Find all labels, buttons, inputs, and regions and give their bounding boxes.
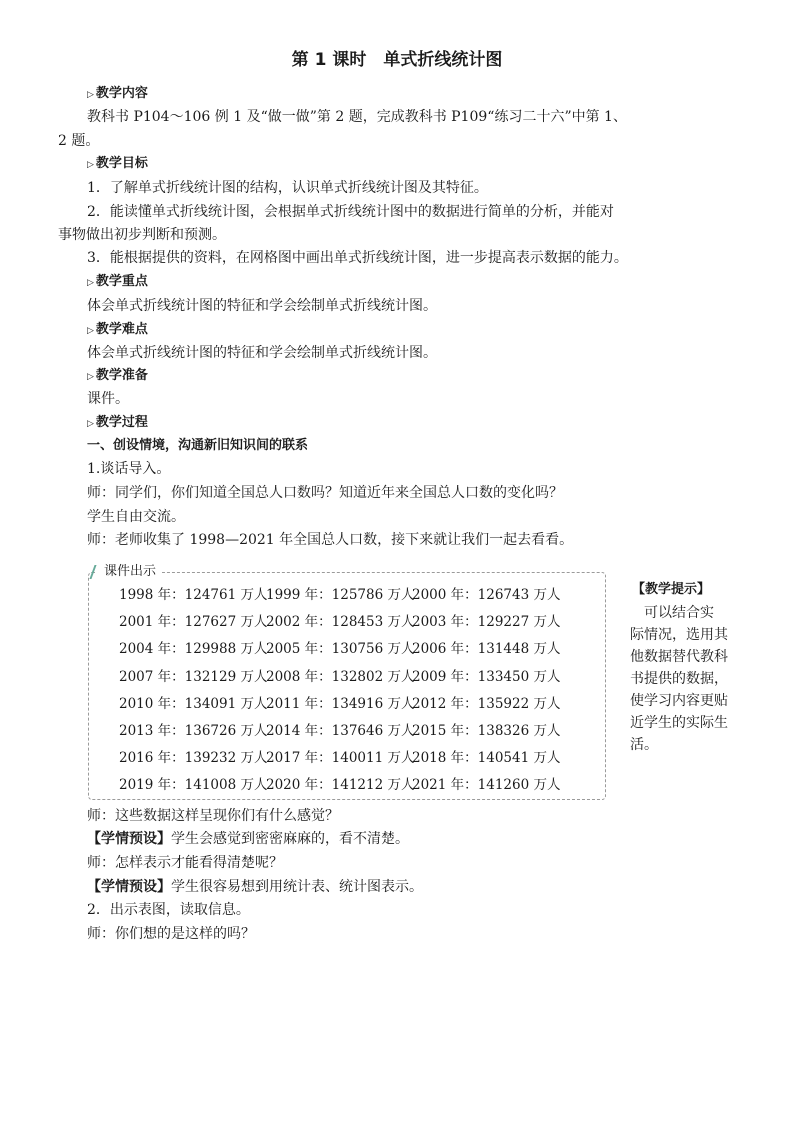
year-population-cell: 2000 年：126743 万人 (412, 587, 561, 603)
tip-line: 可以结合实 (630, 605, 714, 621)
teacher-line-3: 师：这些数据这样呈现你们有什么感觉？ (87, 808, 339, 824)
prediction-1: 【学情预设】学生会感觉到密密麻麻的，看不清楚。 (87, 831, 409, 847)
section-heading-difficulty: ▷ 教学难点 (87, 322, 148, 337)
tip-line: 近学生的实际生 (630, 715, 728, 731)
year-population-cell: 2007 年：132129 万人 (119, 668, 268, 685)
step-1-1: 1.谈话导入。 (87, 461, 171, 477)
year-population-cell: 1998 年：124761 万人 (119, 587, 268, 603)
year-population-cell: 2017 年：140011 万人 (266, 750, 415, 767)
teaching-tip-body (630, 602, 728, 756)
step-2: 2．出示表图，读取信息。 (87, 902, 250, 918)
student-line-1: 学生自由交流。 (87, 509, 185, 525)
year-population-cell: 2015 年：138326 万人 (412, 723, 561, 739)
triangle-bullet-icon: ▷ (87, 372, 94, 382)
prediction-tag: 【学情预设】 (87, 831, 171, 847)
prediction-2: 【学情预设】学生很容易想到用统计表、统计图表示。 (87, 879, 423, 895)
triangle-bullet-icon: ▷ (87, 278, 94, 288)
goal-2-line-2: 事物做出初步判断和预测。 (58, 227, 226, 243)
teacher-line-4: 师：怎样表示才能看得清楚呢？ (87, 855, 283, 871)
teacher-line-2: 师：老师收集了 1998—2021 年全国总人口数，接下来就让我们一起去看看。 (87, 532, 574, 548)
courseware-label: 课件出示 (96, 563, 162, 581)
section-heading-key: ▷ 教学重点 (87, 274, 148, 289)
teacher-line-1: 师：同学们，你们知道全国总人口数吗？知道近年来全国总人口数的变化吗？ (87, 485, 563, 501)
year-population-cell: 2008 年：132802 万人 (266, 668, 415, 685)
triangle-bullet-icon: ▷ (87, 326, 94, 336)
year-population-cell: 2019 年：141008 万人 (119, 777, 268, 794)
year-population-cell: 2010 年：134091 万人 (119, 695, 268, 712)
year-population-cell: 2009 年：133450 万人 (412, 668, 561, 685)
label-decoration-icon (89, 565, 102, 579)
page-title: 第 1 课时 单式折线统计图 (291, 50, 503, 70)
section-heading-prep: ▷ 教学准备 (87, 368, 148, 383)
triangle-bullet-icon: ▷ (87, 419, 94, 429)
tip-line: 他数据替代教科 (630, 649, 728, 665)
step-1-heading: 一、创设情境，沟通新旧知识间的联系 (87, 438, 309, 453)
year-population-cell: 2020 年：141212 万人 (266, 777, 415, 794)
tip-line: 活。 (630, 737, 658, 753)
year-population-cell: 2011 年：134916 万人 (266, 695, 415, 712)
tip-line: 际情况，选用其 (630, 627, 728, 643)
year-population-cell: 2016 年：139232 万人 (119, 750, 268, 767)
year-population-cell: 2005 年：130756 万人 (266, 641, 415, 658)
year-population-cell: 2021 年：141260 万人 (412, 777, 561, 794)
section-heading-content: ▷ 教学内容 (87, 86, 148, 101)
content-line-2: 2 题。 (58, 133, 100, 149)
year-population-cell: 2001 年：127627 万人 (119, 614, 268, 631)
tip-line: 使学习内容更贴 (630, 693, 728, 709)
section-heading-process: ▷ 教学过程 (87, 415, 148, 430)
year-population-cell: 1999 年：125786 万人 (266, 587, 415, 603)
year-population-cell: 2002 年：128453 万人 (266, 614, 415, 631)
year-population-cell: 2014 年：137646 万人 (266, 723, 415, 739)
year-population-cell: 2012 年：135922 万人 (412, 695, 561, 712)
difficulty-text: 体会单式折线统计图的特征和学会绘制单式折线统计图。 (87, 345, 437, 361)
year-population-cell: 2003 年：129227 万人 (412, 614, 561, 631)
goal-3: 3．能根据提供的资料，在网格图中画出单式折线统计图，进一步提高表示数据的能力。 (87, 250, 628, 266)
section-heading-goals: ▷ 教学目标 (87, 156, 148, 171)
year-population-cell: 2006 年：131448 万人 (412, 641, 561, 658)
triangle-bullet-icon: ▷ (87, 90, 94, 100)
year-population-cell: 2004 年：129988 万人 (119, 641, 268, 658)
year-population-cell: 2018 年：140541 万人 (412, 750, 561, 767)
key-text: 体会单式折线统计图的特征和学会绘制单式折线统计图。 (87, 298, 437, 314)
goal-2-line-1: 2．能读懂单式折线统计图，会根据单式折线统计图中的数据进行简单的分析，并能对 (87, 204, 614, 220)
teaching-tip-heading: 【教学提示】 (632, 582, 711, 597)
year-population-cell: 2013 年：136726 万人 (119, 723, 268, 739)
triangle-bullet-icon: ▷ (87, 160, 94, 170)
teacher-line-5: 师：你们想的是这样的吗？ (87, 926, 255, 942)
goal-1: 1．了解单式折线统计图的结构，认识单式折线统计图及其特征。 (87, 180, 488, 196)
tip-line: 书提供的数据， (630, 671, 728, 687)
prediction-tag: 【学情预设】 (87, 879, 171, 895)
prep-text: 课件。 (87, 391, 129, 407)
content-line-1: 教科书 P104～106 例 1 及“做一做”第 2 题，完成教科书 P109“练习二十六”中第 1、 (87, 109, 627, 125)
